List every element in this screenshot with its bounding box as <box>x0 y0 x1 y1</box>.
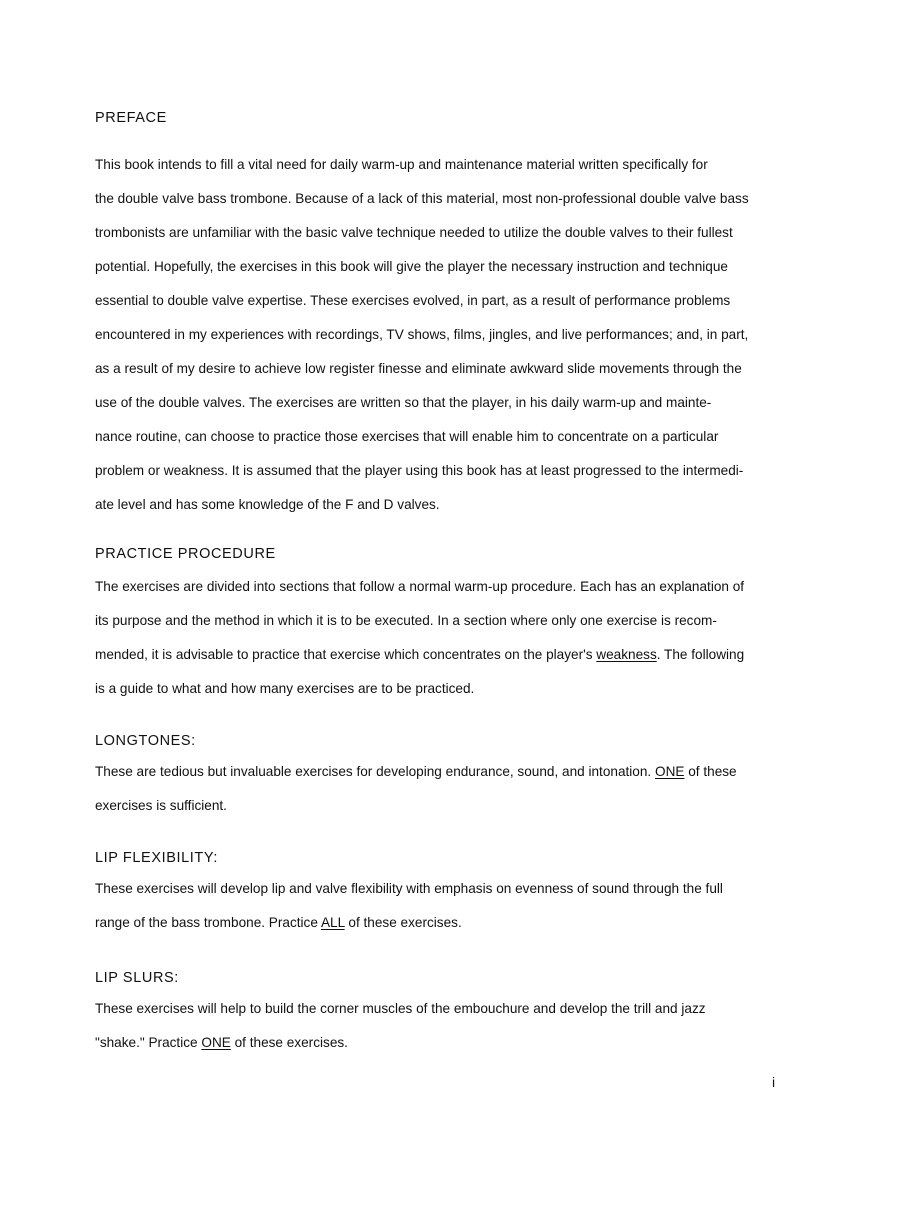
preface-paragraph <box>95 148 810 522</box>
text-line: the double valve bass trombone. Because of a lack of this material, most non-professional double valve bass <box>95 191 749 206</box>
lip-slurs-paragraph <box>95 992 810 1060</box>
lip-flexibility-paragraph <box>95 872 810 940</box>
page-number: i <box>772 1074 776 1090</box>
text-fragment: . The following <box>656 647 745 662</box>
emphasis-underline: ONE <box>201 1035 231 1050</box>
longtones-heading: LONGTONES: <box>95 733 196 749</box>
text-fragment: "shake." Practice <box>95 1035 202 1050</box>
text-line: This book intends to fill a vital need for daily warm-up and maintenance material written specifically for <box>95 157 708 172</box>
lip-slurs-heading: LIP SLURS: <box>95 970 179 986</box>
text-fragment: of these exercises. <box>230 1035 348 1050</box>
emphasis-underline: ONE <box>655 764 685 779</box>
preface-heading: PREFACE <box>95 110 167 126</box>
text-line: as a result of my desire to achieve low register finesse and eliminate awkward slide movements through the <box>95 361 742 376</box>
text-line: use of the double valves. The exercises are written so that the player, in his daily warm-up and mainte- <box>95 395 712 410</box>
text-fragment: of these exercises. <box>344 915 462 930</box>
text-fragment: range of the bass trombone. Practice <box>95 915 321 930</box>
text-line: These exercises will help to build the corner muscles of the embouchure and develop the trill and jazz <box>95 1001 706 1016</box>
text-line: its purpose and the method in which it is to be executed. In a section where only one exercise is recom- <box>95 613 717 628</box>
text-line: is a guide to what and how many exercises are to be practiced. <box>95 681 475 696</box>
text-line <box>95 1026 810 1060</box>
text-line <box>95 638 810 672</box>
text-line: trombonists are unfamiliar with the basic valve technique needed to utilize the double valves to their fullest <box>95 225 733 240</box>
text-line: essential to double valve expertise. These exercises evolved, in part, as a result of performance problems <box>95 293 731 308</box>
text-line: These exercises will develop lip and valve flexibility with emphasis on evenness of sound through the full <box>95 881 723 896</box>
emphasis-underline: ALL <box>320 915 345 930</box>
text-line: nance routine, can choose to practice those exercises that will enable him to concentrate on a particular <box>95 429 719 444</box>
longtones-paragraph <box>95 755 810 823</box>
text-line: potential. Hopefully, the exercises in this book will give the player the necessary instruction and technique <box>95 259 728 274</box>
text-line: exercises is sufficient. <box>95 798 227 813</box>
text-fragment: mended, it is advisable to practice that exercise which concentrates on the player's <box>95 647 597 662</box>
emphasis-underline: weakness <box>596 647 657 662</box>
text-line: encountered in my experiences with recordings, TV shows, films, jingles, and live performances; and, in part, <box>95 327 749 342</box>
text-line: ate level and has some knowledge of the F and D valves. <box>95 497 440 512</box>
text-line <box>95 755 810 789</box>
text-line: problem or weakness. It is assumed that the player using this book has at least progressed to the intermedi- <box>95 463 744 478</box>
text-fragment: These are tedious but invaluable exercises for developing endurance, sound, and intonation. <box>95 764 655 779</box>
practice-procedure-heading: PRACTICE PROCEDURE <box>95 546 276 562</box>
text-line <box>95 906 810 940</box>
text-fragment: of these <box>684 764 737 779</box>
text-line: The exercises are divided into sections that follow a normal warm-up procedure. Each has an explanation of <box>95 579 745 594</box>
lip-flexibility-heading: LIP FLEXIBILITY: <box>95 850 218 866</box>
practice-procedure-paragraph <box>95 570 810 706</box>
